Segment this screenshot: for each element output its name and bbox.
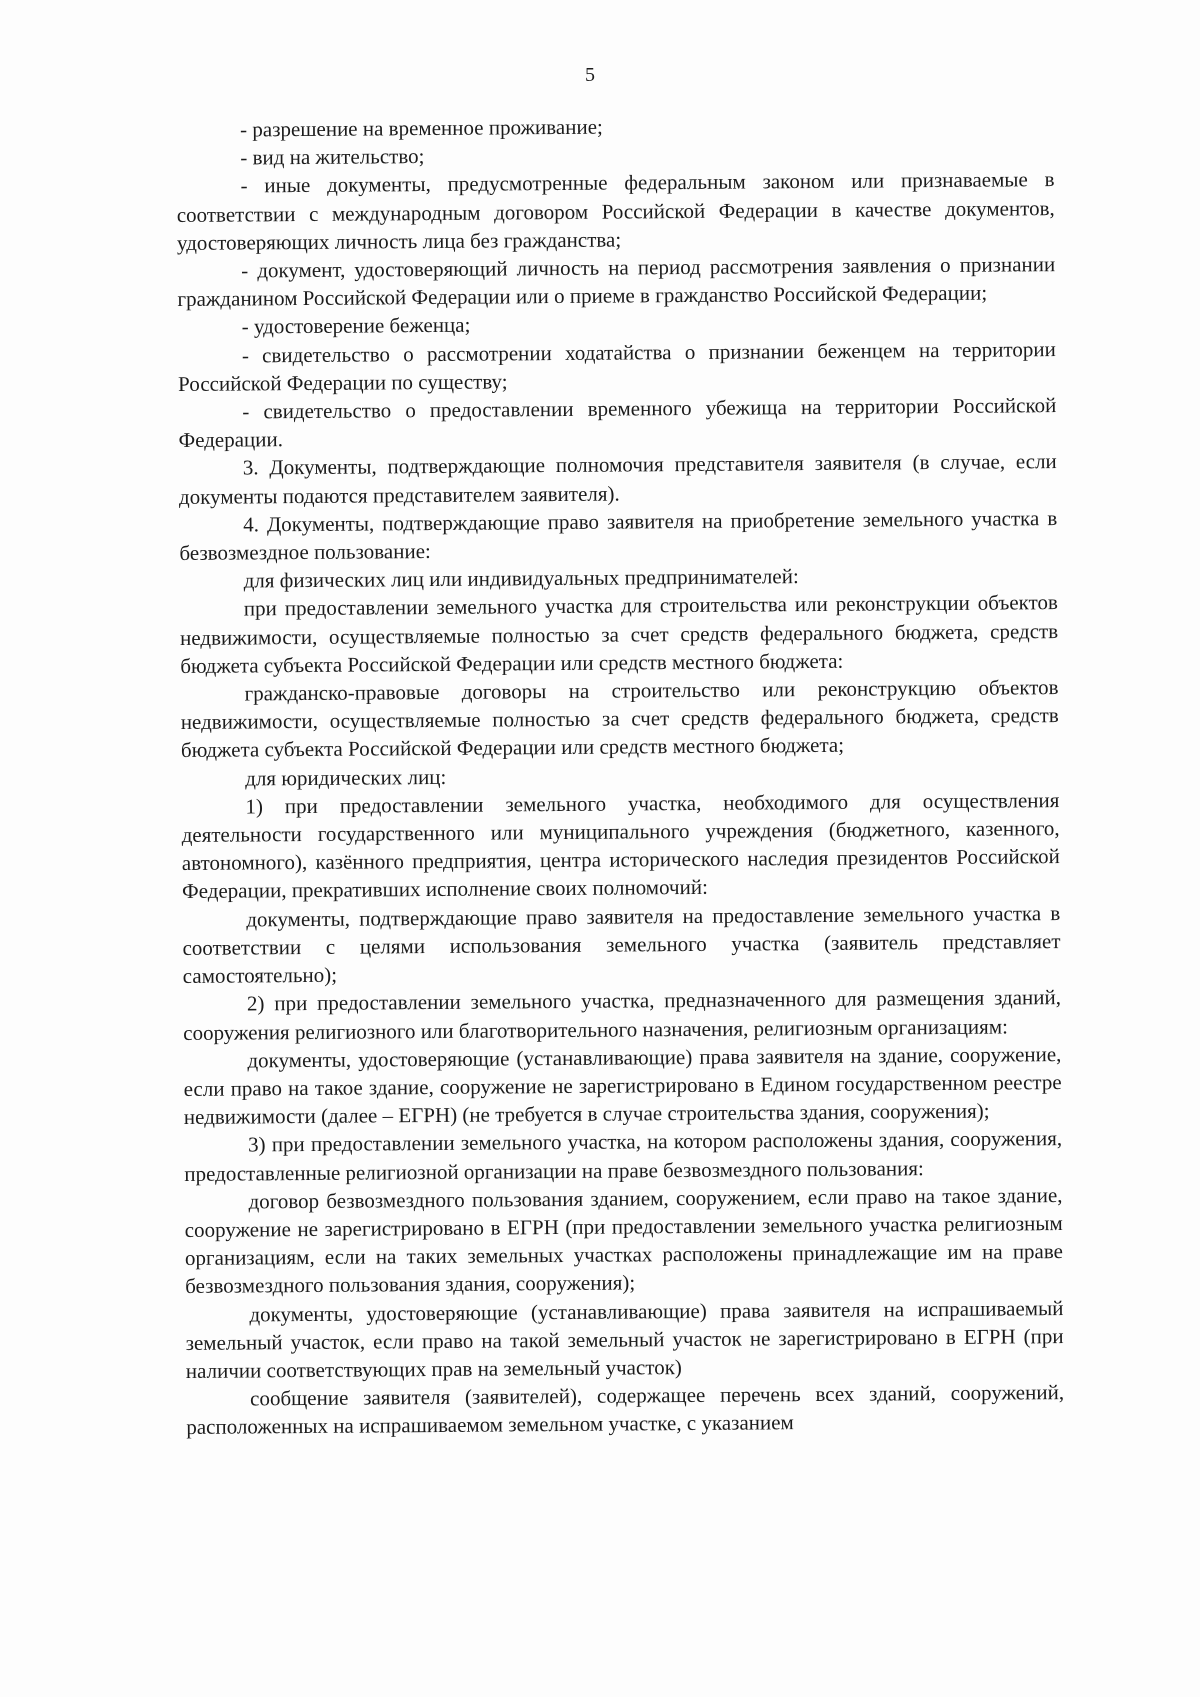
- paragraph: 4. Документы, подтверждающие право заявителя на приобретение земельного участка в безвозмездное пользование:: [179, 505, 1058, 566]
- paragraph: договор безвозмездного пользования зданием, сооружением, если право на такое здание, сооружение не зарегистрировано в ЕГРН (при предоставлении земельного участка религиозным организациям, если на таких земельных участках расположены принадлежащие им на праве безвозмездного пользования здания, сооружения);: [184, 1182, 1064, 1299]
- paragraph: сообщение заявителя (заявителей), содержащее перечень всех зданий, сооружений, расположенных на испрашиваемом земельном участке, с указанием: [186, 1380, 1065, 1440]
- paragraph: 3. Документы, подтверждающие полномочия представителя заявителя (в случае, если документы подаются представителем заявителя).: [178, 449, 1057, 509]
- paragraph: - разрешение на временное проживание;: [240, 114, 603, 142]
- paragraph: гражданско-правовые договоры на строительство или реконструкцию объектов недвижимости, осуществляемые полностью за счет средств федерального бюджета, средств бюджета субъекта Российской Федерации или средств местного бюджета;: [180, 675, 1059, 763]
- paragraph: при предоставлении земельного участка для строительства или реконструкции объектов недвижимости, осуществляемые полностью за счет средств федерального бюджета, средств бюджета субъекта Российской Федерации или средств местного бюджета:: [180, 590, 1059, 678]
- document-body: [176, 109, 1064, 1441]
- paragraph: - иные документы, предусмотренные федеральным законом или признаваемые в соответствии с международным договором Российской Федерации в качестве документов, удостоверяющих личность лица без гражданства;: [176, 167, 1055, 255]
- paragraph: документы, удостоверяющие (устанавливающие) права заявителя на здание, сооружение, если право на такое здание, сооружение не зарегистрировано в Едином государственном реестре недвижимости (далее – ЕГРН) (не требуется в случае строительства здания, сооружения);: [183, 1041, 1062, 1130]
- paragraph: документы, удостоверяющие (устанавливающие) права заявителя на испрашиваемый земельный участок, если право на такой земельный участок не зарегистрировано в ЕГРН (при наличии соответствующих прав на земельный участок): [185, 1295, 1064, 1383]
- paragraph: для юридических лиц:: [245, 764, 447, 791]
- paragraph: документы, подтверждающие право заявителя на предоставление земельного участка в соответствии с целями использования земельного участка (заявитель представляет самостоятельно);: [182, 900, 1061, 989]
- paragraph: - документ, удостоверяющий личность на период рассмотрения заявления о признании гражданином Российской Федерации или о приеме в гражданство Российской Федерации;: [177, 252, 1056, 312]
- page-number: 5: [585, 64, 595, 86]
- paragraph: - вид на жительство;: [240, 144, 425, 170]
- paragraph: 3) при предоставлении земельного участка, на котором расположены здания, сооружения, предоставленные религиозной организации на праве безвозмездного пользования:: [184, 1126, 1063, 1186]
- paragraph: - удостоверение беженца;: [241, 313, 471, 339]
- paragraph: 2) при предоставлении земельного участка, предназначенного для размещения зданий, сооружения религиозного или благотворительного назначения, религиозным организациям:: [183, 985, 1062, 1045]
- paragraph: для физических лиц или индивидуальных предпринимателей:: [243, 564, 799, 593]
- paragraph: - свидетельство о рассмотрении ходатайства о признании беженцем на территории Российской Федерации по существу;: [178, 336, 1056, 396]
- paragraph: 1) при предоставлении земельного участка, необходимого для осуществления деятельности государственного или муниципального учреждения (бюджетного, казенного, автономного), казённого предприятия, центра исторического наследия президентов Российской Федерации, прекративших исполнение своих полномочий:: [181, 787, 1060, 904]
- paragraph: - свидетельство о предоставлении временного убежища на территории Российской Федерации.: [178, 393, 1057, 453]
